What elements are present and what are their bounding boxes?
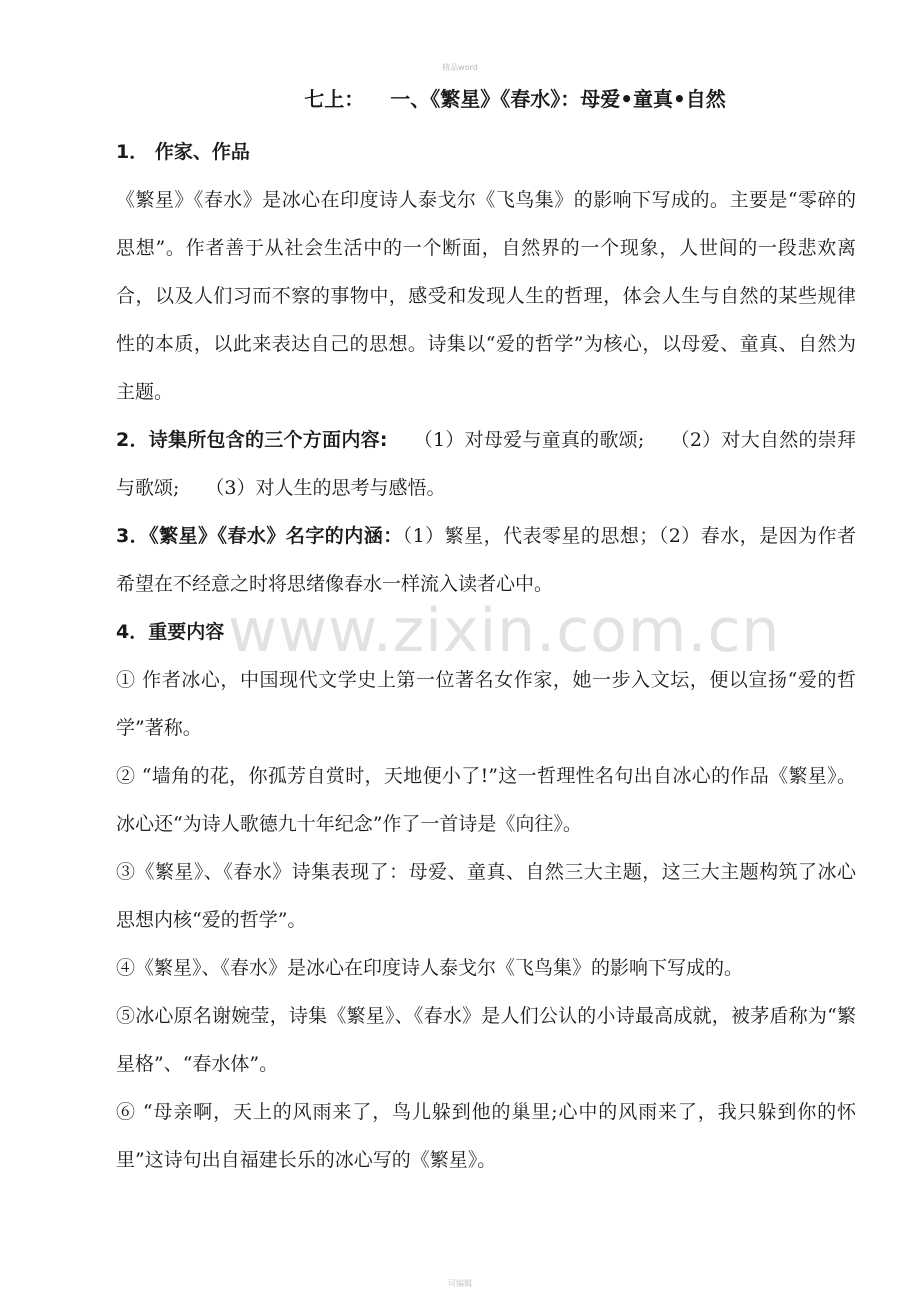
page-title (174, 82, 856, 116)
section-4-heading: 4．重要内容 (116, 621, 225, 643)
list-item: ⑤冰心原名谢婉莹，诗集《繁星》、《春水》是人们公认的小诗最高成就，被茅盾称为“繁星格”、“春水体”。 (116, 1005, 856, 1075)
section-2-item-1: （1）对母爱与童真的歌颂; (413, 429, 645, 451)
section-3-heading: 3．《繁星》《春水》名字的内涵： (116, 525, 403, 547)
header-mark: 精品word (442, 63, 478, 72)
footer-mark: 可编辑 (448, 1279, 472, 1288)
section-2-heading: 2．诗集所包含的三个方面内容: (116, 429, 388, 451)
list-item: ② “墙角的花，你孤芳自赏时，天地便小了!”这一哲理性名句出自冰心的作品《繁星》。冰心还“为诗人歌德九十年纪念”作了一首诗是《向往》。 (116, 765, 856, 835)
section-2-item-2: （2）对大自然的崇拜与歌颂; (116, 429, 856, 499)
list-item: ③《繁星》、《春水》诗集表现了：母爱、童真、自然三大主题，这三大主题构筑了冰心思想内核“爱的哲学”。 (116, 861, 856, 931)
section-3 (116, 512, 856, 608)
section-3-body: （1）繁星，代表零星的思想；（2）春水，是因为作者希望在不经意之时将思绪像春水一样流入读者心中。 (116, 525, 856, 595)
document-body (116, 82, 856, 1184)
section-1-body: 《繁星》《春水》是冰心在印度诗人泰戈尔《飞鸟集》的影响下写成的。主要是“零碎的思想”。作者善于从社会生活中的一个断面，自然界的一个现象，人世间的一段悲欢离合，以及人们习而不察的事物中，感受和发现人生的哲理，体会人生与自然的某些规律性的本质，以此来表达自己的思想。诗集以“爱的哲学”为核心，以母爱、童真、自然为主题。 (116, 189, 856, 403)
title-main: 一、《繁星》《春水》：母爱•童真•自然 (390, 87, 726, 111)
list-item: ⑥ “母亲啊，天上的风雨来了，鸟儿躲到他的巢里;心中的风雨来了，我只躲到你的怀里”这诗句出自福建长乐的冰心写的《繁星》。 (116, 1101, 856, 1171)
watermark: www.zixin.com.cn (228, 596, 781, 666)
section-2-item-3: （3）对人生的思考与感悟。 (205, 477, 446, 499)
section-1-heading: 1． 作家、作品 (116, 141, 250, 163)
section-2 (116, 416, 856, 512)
list-item: ④《繁星》、《春水》是冰心在印度诗人泰戈尔《飞鸟集》的影响下写成的。 (116, 957, 744, 979)
list-item: ① 作者冰心，中国现代文学史上第一位著名女作家，她一步入文坛，便以宣扬“爱的哲学”著称。 (116, 669, 856, 739)
title-prefix: 七上： (304, 87, 365, 111)
